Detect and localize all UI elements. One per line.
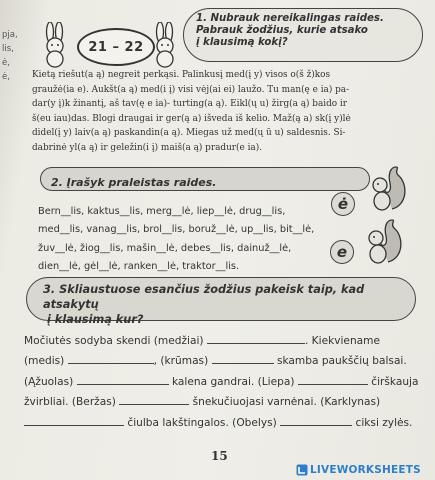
sentence-text: ciksi zylės.	[355, 416, 413, 429]
sentence-text: čiulba lakštingalos. (Obelys)	[127, 416, 277, 429]
margin-fragment: ė,	[2, 72, 10, 82]
task1-paragraph	[32, 68, 422, 156]
liveworksheets-watermark	[296, 459, 435, 480]
page-range-text: 21 – 22	[88, 39, 144, 55]
task3-title-box	[26, 277, 416, 326]
sentence-text: kalena gandrai. (Liepa)	[171, 375, 295, 388]
margin-fragment: lis,	[2, 44, 14, 54]
paragraph-line: dar(y į)k žinantį, aš tav(ę e ia)- turting(a ą). Eikl(ų u) žirg(a ą) baido ir	[32, 99, 348, 110]
sentence-text: , (krūmas)	[153, 355, 209, 368]
letter-badge-e-dot: ė	[331, 192, 355, 216]
task2-line: žuv__lė, žiog__lis, mašin__lė, debes__lis, dainuž__lė,	[38, 242, 292, 254]
sentence-text: skamba paukščių balsai.	[276, 355, 407, 368]
margin-fragment: ė,	[2, 58, 10, 68]
task1-line: Pabrauk žodžius, kurie atsako	[196, 25, 368, 36]
sentence-text: (Ąžuolas)	[24, 375, 74, 388]
sentence-text: čirškauja	[371, 375, 419, 388]
answer-blank[interactable]	[24, 415, 124, 426]
sentence-text: (medis)	[24, 355, 65, 368]
task2-title-box	[40, 167, 370, 191]
task2-word-lines	[38, 203, 338, 277]
lesson-page-badge	[33, 18, 183, 70]
task3-row	[24, 351, 424, 371]
paragraph-line: dabrinė yl(a ą) ir geležin(i į) maiš(a ą) pradur(e ia).	[32, 142, 262, 153]
letter-badge-e: e	[330, 240, 354, 264]
answer-blank[interactable]	[68, 353, 154, 364]
bunny-icon	[37, 22, 73, 68]
answer-blank[interactable]	[280, 415, 352, 426]
sentence-text: . Kiekviename	[304, 335, 380, 347]
task3-row	[24, 372, 424, 392]
bunny-icon	[147, 22, 183, 68]
squirrel-icon	[368, 165, 408, 213]
task3-line: į klausimą kur?	[47, 313, 144, 326]
task3-row	[24, 331, 424, 351]
margin-fragment: pja,	[2, 30, 18, 40]
paragraph-line: didel(į y) laiv(a ą) paskandin(a ą). Miegas už med(ų ū u) saldesnis. Si-	[32, 128, 346, 139]
liveworksheets-logo-icon	[296, 464, 308, 476]
task2-line: dien__lė, gėl__lė, ranken__lė, traktor__lis.	[38, 261, 240, 273]
answer-blank[interactable]	[298, 374, 368, 385]
page-range-oval	[77, 28, 155, 66]
answer-blank[interactable]	[212, 353, 274, 364]
task2-title: 2. Įrašyk praleistas raides.	[51, 176, 217, 189]
task3-row	[24, 413, 424, 433]
answer-blank[interactable]	[119, 394, 189, 405]
sentence-text: Močiutės sodyba skendi (medžiai)	[24, 335, 204, 347]
task1-line: 1. Nubrauk nereikalingas raides.	[196, 13, 384, 24]
answer-blank[interactable]	[77, 374, 169, 385]
task3-sentences	[24, 331, 424, 433]
task3-row	[24, 392, 424, 412]
task2-line: Bern__lis, kaktus__lis, merg__lė, liep__lė, drug__lis,	[38, 206, 286, 217]
paragraph-line: graužė(ia e). Aukšt(a ą) med(i į) visi vėj(ai ei) laužo. Tu man(ę e ia) pa-	[32, 84, 350, 95]
task1-line: į klausimą kokį?	[196, 37, 288, 48]
page-number: 15	[211, 449, 228, 463]
squirrel-icon	[364, 218, 404, 266]
task2-line: med__lis, vanag__lis, brol__lis, boruž__lė, up__lis, bit__lė,	[38, 224, 315, 236]
task3-line: 3. Skliaustuose esančius žodžius pakeisk taip, kad atsakytų	[43, 283, 365, 311]
paragraph-line: Kietą riešut(a ą) negreit perkąsi. Palinkusį med(į y) visos o(š ž)kos	[32, 70, 331, 80]
watermark-text: LIVEWORKSHEETS	[310, 463, 421, 476]
answer-blank[interactable]	[207, 333, 305, 344]
task1-instructions	[183, 8, 423, 62]
paragraph-line: š(eu iau)das. Blogi draugai ir ger(ą a) išveda iš kelio. Maž(ą a) sk(į y)lė	[32, 113, 351, 124]
sentence-text: šnekučiuojasi varnėnai. (Karklynas)	[192, 396, 381, 409]
left-margin-fragments	[0, 0, 28, 158]
sentence-text: žvirbliai. (Beržas)	[24, 396, 116, 409]
